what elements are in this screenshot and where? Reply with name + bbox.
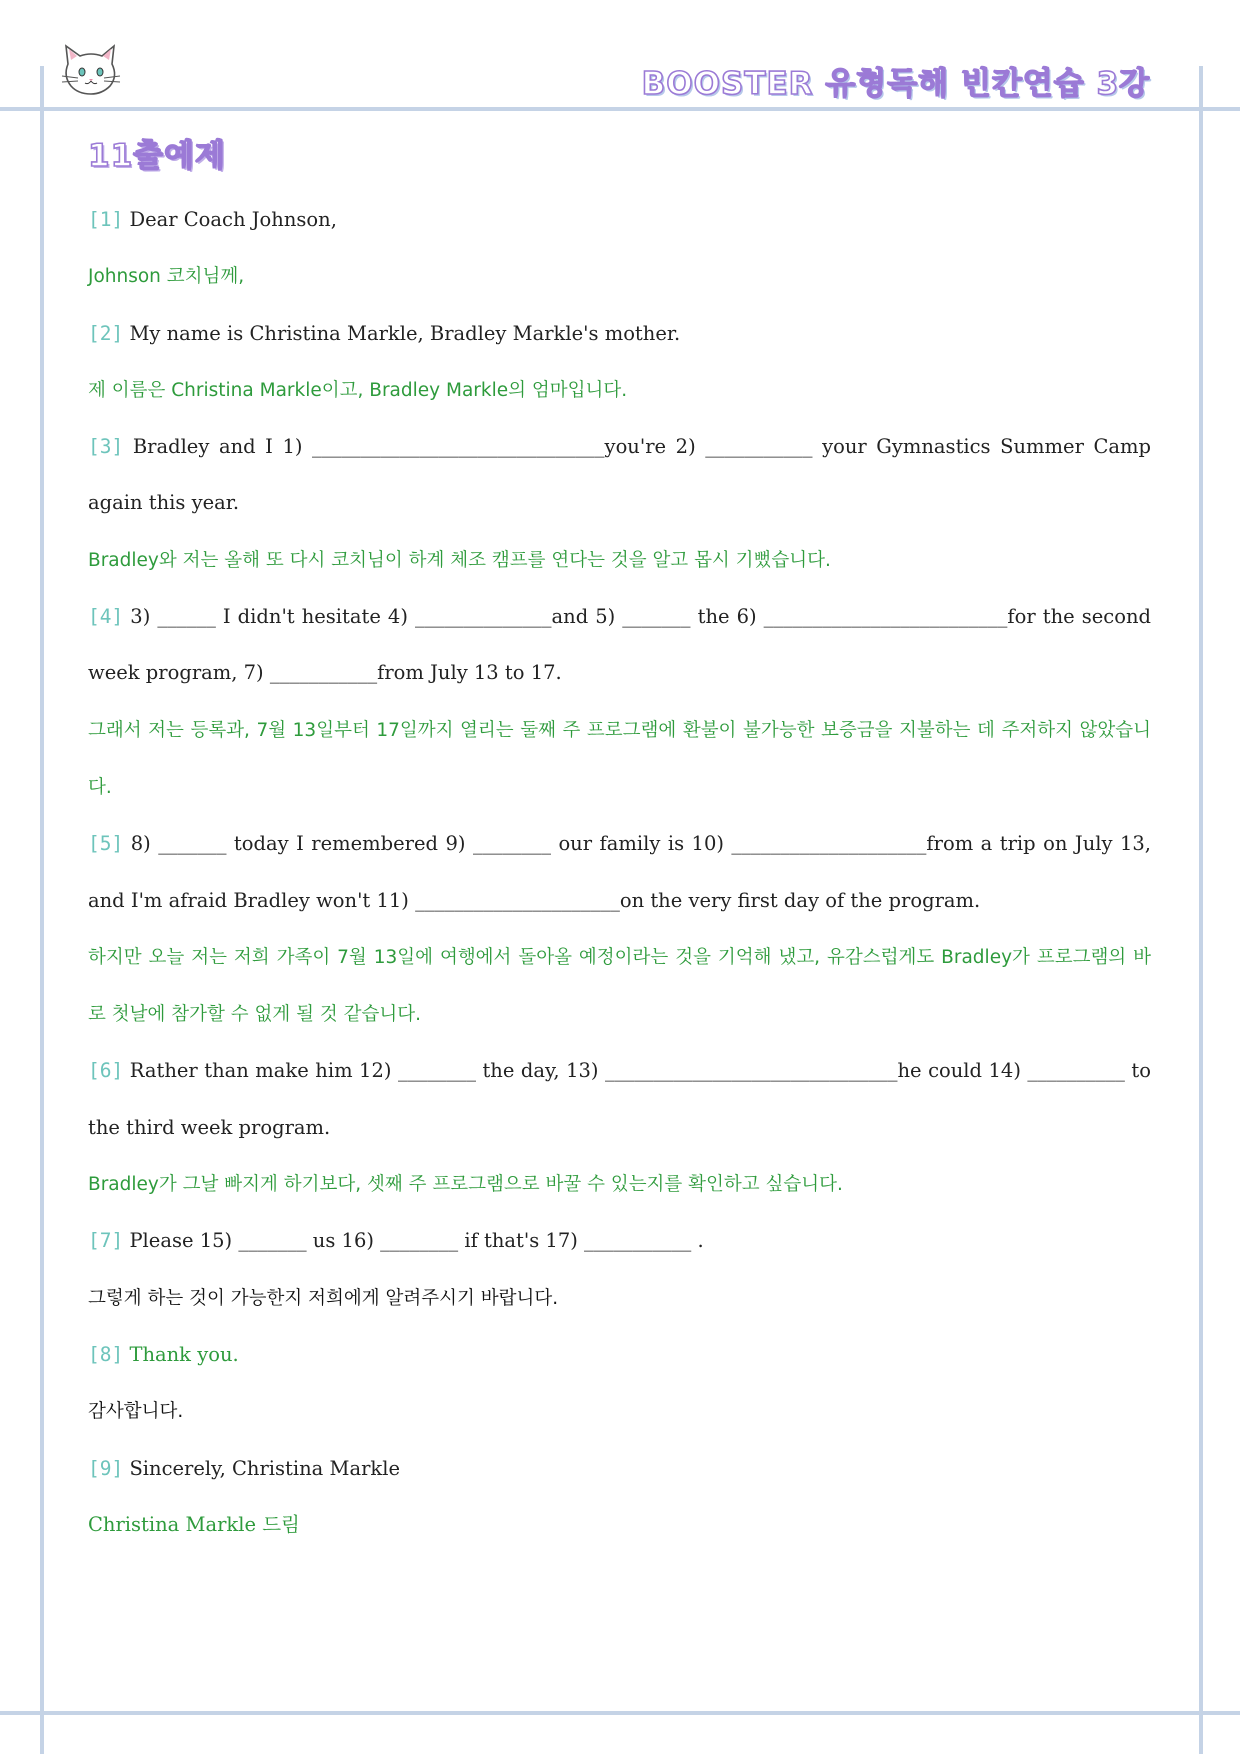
- right-margin-rule: [1199, 66, 1203, 1754]
- sentence-3: [88, 419, 1151, 532]
- footer-rule: [0, 1711, 1240, 1715]
- translation-text: Bradley와 저는 올해 또 다시 코치님이 하계 체조 캠프를 연다는 것을 알고 몹시 기뻤습니다.: [88, 549, 831, 571]
- english-text: Sincerely, Christina Markle: [129, 1456, 400, 1480]
- translation-text: Johnson 코치님께,: [88, 266, 245, 288]
- translation-7: [88, 1270, 1151, 1327]
- sentence-8: [88, 1327, 1151, 1383]
- translation-text: 하지만 오늘 저는 저희 가족이 7월 13일에 여행에서 돌아올 예정이라는 것을 기억해 냈고, 유감스럽게도 Bradley가 프로그램의 바로 첫날에 참가할 수 없게 될 것 같습니다.: [88, 946, 1151, 1026]
- sentence-number: [5]: [88, 832, 124, 856]
- sentence-1: [88, 192, 1151, 248]
- translation-text: Bradley가 그날 빠지게 하기보다, 셋째 주 프로그램으로 바꿀 수 있는지를 확인하고 싶습니다.: [88, 1174, 843, 1196]
- page-header-title: BOOSTER 유형독해 빈칸연습 3강: [641, 66, 1150, 102]
- translation-9: [88, 1497, 1151, 1553]
- english-text: Bradley and I 1) ______________________________you're 2) ___________ your Gymnastics Summer Camp again this year.: [88, 435, 1151, 515]
- english-text: Rather than make him 12) ________ the day, 13) ______________________________he could 14) __________ to the third week program.: [88, 1059, 1151, 1139]
- english-text: My name is Christina Markle, Bradley Markle's mother.: [129, 321, 681, 345]
- sentence-number: [7]: [88, 1229, 124, 1253]
- left-margin-rule: [40, 66, 44, 1754]
- sentence-number: [9]: [88, 1456, 124, 1480]
- sentence-number: [1]: [88, 208, 124, 231]
- sentence-4: [88, 589, 1151, 702]
- sentence-6: [88, 1043, 1151, 1156]
- sentence-number: [6]: [88, 1059, 124, 1083]
- sentence-7: [88, 1213, 1151, 1269]
- english-text: 3) ______ I didn't hesitate 4) ______________and 5) _______ the 6) _________________________for the second week program, 7) ___________from July 13 to 17.: [88, 605, 1151, 685]
- english-text: Please 15) _______ us 16) ________ if that's 17) ___________ .: [129, 1229, 704, 1253]
- sentence-9: [88, 1441, 1151, 1497]
- translation-1: [88, 248, 1151, 305]
- cat-face-icon: [58, 42, 124, 100]
- translation-text: 제 이름은 Christina Markle이고, Bradley Markle의 엄마입니다.: [88, 379, 628, 401]
- english-text: Dear Coach Johnson,: [129, 208, 337, 231]
- translation-4: [88, 702, 1151, 817]
- translation-5: [88, 929, 1151, 1044]
- translation-3: [88, 532, 1151, 589]
- english-text: Thank you.: [129, 1342, 239, 1366]
- section-title: 11출예제: [88, 138, 226, 174]
- translation-text: 그래서 저는 등록과, 7월 13일부터 17일까지 열리는 둘째 주 프로그램에 환불이 불가능한 보증금을 지불하는 데 주저하지 않았습니다.: [88, 719, 1151, 798]
- translation-text: 그렇게 하는 것이 가능한지 저희에게 알려주시기 바랍니다.: [88, 1287, 559, 1309]
- sentence-5: [88, 816, 1151, 929]
- passage: [88, 192, 1151, 1553]
- sentence-number: [8]: [88, 1342, 124, 1366]
- sentence-2: [88, 306, 1151, 362]
- english-text: 8) _______ today I remembered 9) ________ our family is 10) ____________________from a trip on July 13, and I'm afraid Bradley won't 11) _____________________on the very first day of the program.: [88, 832, 1151, 912]
- translation-text: 감사합니다.: [88, 1401, 184, 1423]
- translation-text: Christina Markle 드림: [88, 1512, 300, 1536]
- translation-8: [88, 1383, 1151, 1440]
- translation-6: [88, 1156, 1151, 1213]
- translation-2: [88, 362, 1151, 419]
- sentence-number: [2]: [88, 321, 124, 345]
- sentence-number: [3]: [88, 435, 124, 459]
- header-rule: [0, 107, 1240, 111]
- sentence-number: [4]: [88, 605, 124, 629]
